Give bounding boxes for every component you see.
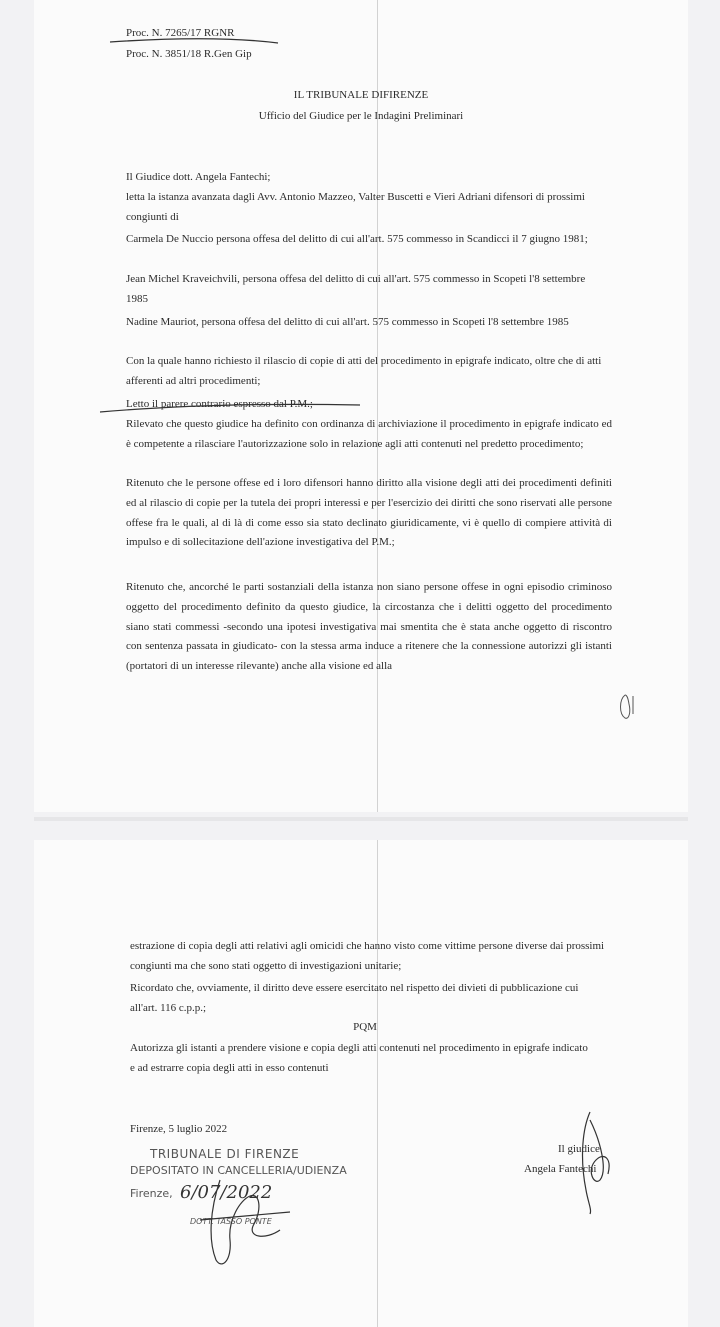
continuation-paragraph: estrazione di copia degli atti relativi agli omicidi che hanno visto come vittime persone diverse dai prossimi congiunti ma che sono stati oggetto di investigazioni unitarie;	[130, 940, 605, 972]
stamp-officer: DOTT. TASSO PONTE	[190, 1217, 272, 1226]
proc-number-gip: Proc. N. 3851/18 R.Gen Gip	[126, 48, 252, 60]
office-title: Ufficio del Giudice per le Indagini Preliminari	[258, 110, 464, 122]
ritenuto-paragraph-1: Ritenuto che le persone offese ed i loro difensori hanno diritto alla visione degli atti dei procedimenti definiti ed al rilascio di copie per la tutela dei propri interessi e per l'esercizio dei diritti che sono riservati alle persone offese fra le quali, al di là di come esso sia stato declinato giuridicamente, vi è quello di compiere attività di impulso e di sollecitazione dell'azione investigativa del P.M.;	[126, 477, 612, 549]
stamp-court-name: TRIBUNALE DI FIRENZE	[150, 1147, 300, 1161]
victim-mauriot: Nadine Mauriot, persona offesa del delitto di cui all'art. 575 commesso in Scopeti l'8 settembre 1985	[126, 316, 569, 328]
victim-de-nuccio: Carmela De Nuccio persona offesa del delitto di cui all'art. 575 commesso in Scandicci il 7 giugno 1981;	[126, 233, 588, 245]
clerk-signature	[180, 1160, 320, 1280]
judge-title: Il giudice	[558, 1143, 600, 1155]
proc-number-rgnr: Proc. N. 7265/17 RGNR	[126, 27, 235, 39]
letto-parere: Letto il parere contrario espresso dal P.M.;	[126, 398, 313, 410]
victim-kraveichvili: Jean Michel Kraveichvili, persona offesa del delitto di cui all'art. 575 commesso in Scopeti l'8 settembre 1985	[126, 273, 586, 305]
rilevato-paragraph: Rilevato che questo giudice ha definito con ordinanza di archiviazione il procedimento in epigrafe indicato ed è competente a rilasciare l'autorizzazione solo in relazione agli atti contenuti nel predetto procedimento;	[126, 418, 612, 450]
page-fold-line	[377, 840, 378, 1327]
court-title: IL TRIBUNALE DIFIRENZE	[293, 89, 429, 101]
request-paragraph: Con la quale hanno richiesto il rilascio di copie di atti del procedimento in epigrafe indicato, oltre che di atti afferenti ad altri procedimenti;	[126, 355, 602, 387]
stamp-handwritten-date: 6/07/2022	[180, 1182, 273, 1203]
handwritten-underline	[0, 0, 720, 60]
page-separator	[34, 817, 688, 821]
istanza-paragraph: letta la istanza avanzata dagli Avv. Antonio Mazzeo, Valter Buscetti e Vieri Adriani difensori di prossimi congiunti di	[126, 191, 585, 223]
stamp-deposit-line: DEPOSITATO IN CANCELLERIA/UDIENZA	[130, 1164, 347, 1177]
judge-signature	[560, 1110, 630, 1220]
judge-name: Angela Fantechi	[524, 1163, 597, 1175]
autorizza-paragraph: Autorizza gli istanti a prendere visione e copia degli atti contenuti nel procedimento in epigrafe indicato e ad estrarre copia degli atti in esso contenuti	[130, 1042, 588, 1074]
document-page-2	[34, 840, 688, 1327]
judge-line: Il Giudice dott. Angela Fantechi;	[126, 171, 271, 183]
stamp-place: Firenze,	[130, 1187, 173, 1200]
ricordato-paragraph: Ricordato che, ovviamente, il diritto deve essere esercitato nel rispetto dei divieti di pubblicazione cui all'art. 116 c.p.p.;	[130, 982, 579, 1014]
pqm-heading: PQM	[353, 1021, 377, 1033]
ritenuto-paragraph-2: Ritenuto che, ancorché le parti sostanziali della istanza non siano persone offese in ogni episodio criminoso oggetto del procedimento definito da questo giudice, la circostanza che i delitti oggetto del procedimento siano stati commessi -secondo una ipotesi investigativa mai smentita che è stata anche oggetto di riscontro con sentenza passata in giudicato- con la stessa arma induce a ritenere che la connessione autorizzi gli istanti (portatori di un interesse rilevante) anche alla visione ed alla	[126, 581, 612, 673]
date-place: Firenze, 5 luglio 2022	[130, 1123, 228, 1135]
initials-mark-icon	[615, 690, 655, 730]
